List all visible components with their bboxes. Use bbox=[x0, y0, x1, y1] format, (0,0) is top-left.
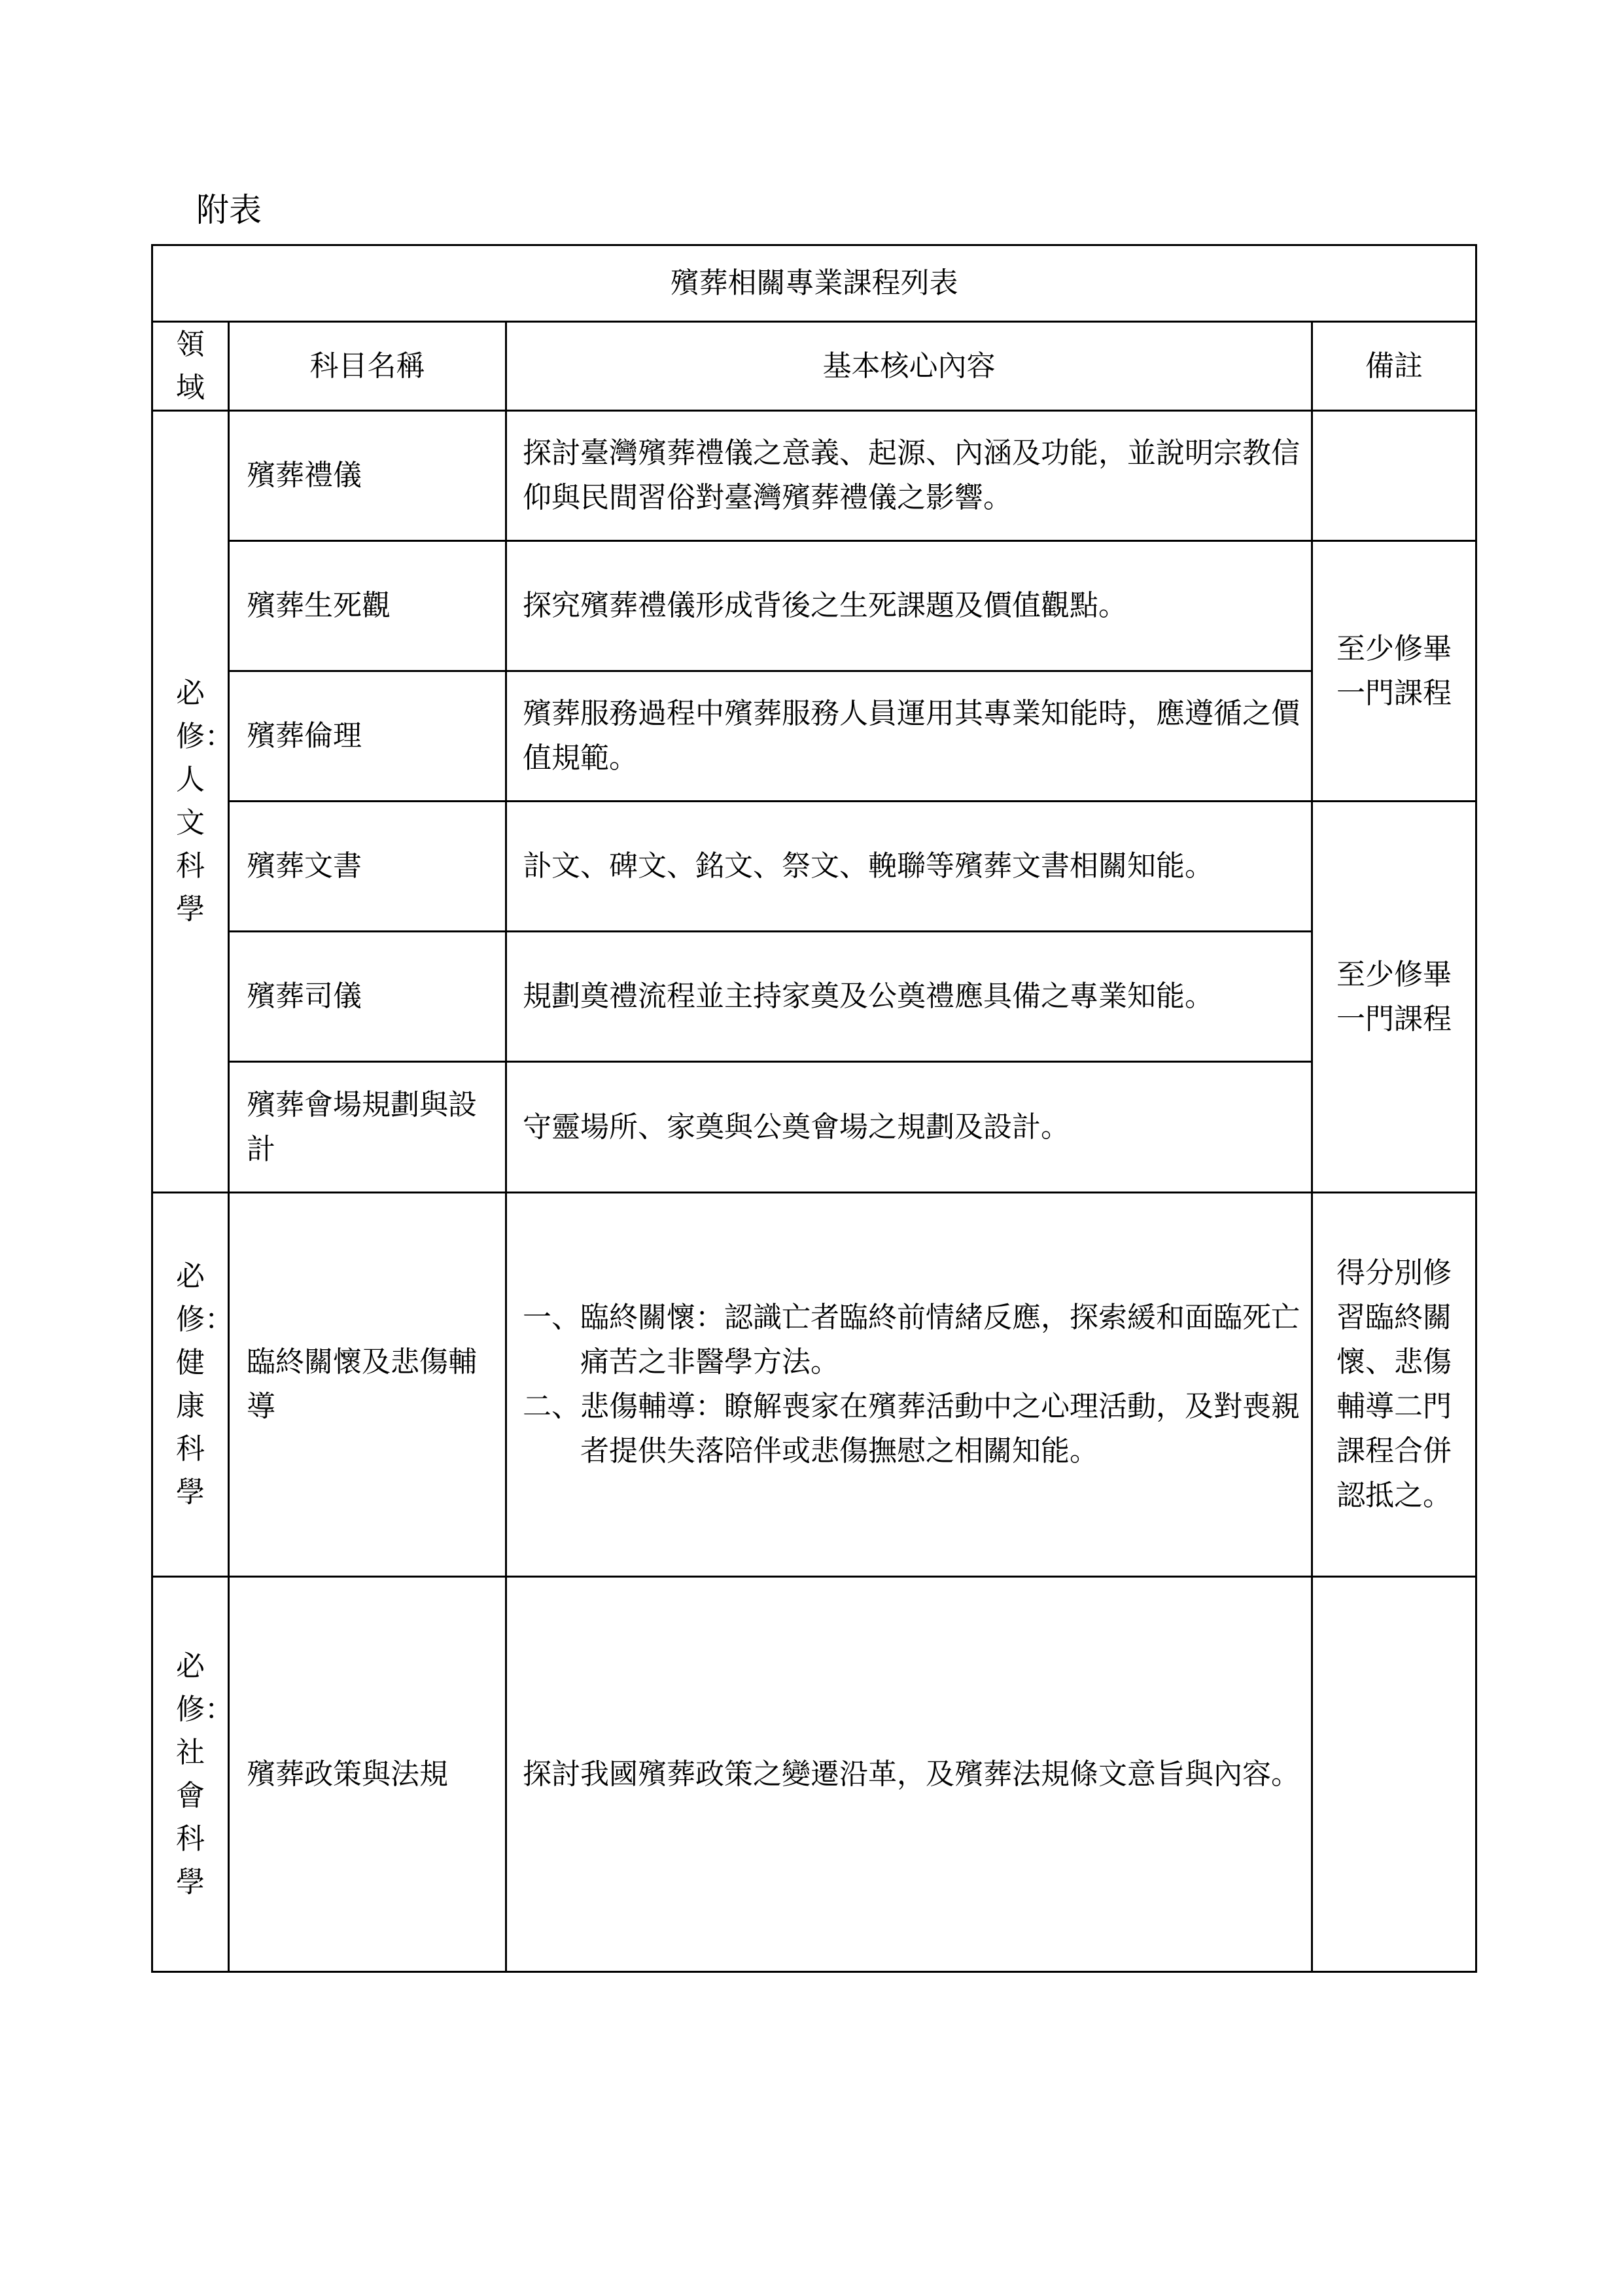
content-cell: 探討我國殯葬政策之變遷沿革，及殯葬法規條文意旨與內容。 bbox=[506, 1577, 1312, 1972]
page-heading: 附表 bbox=[196, 191, 262, 229]
note-cell bbox=[1312, 411, 1476, 541]
table-row bbox=[152, 1193, 1476, 1577]
subject-cell: 殯葬倫理 bbox=[229, 671, 506, 802]
domain-cell-health bbox=[152, 1193, 234, 1577]
subject-cell: 殯葬政策與法規 bbox=[229, 1577, 506, 1972]
subject-cell: 殯葬文書 bbox=[229, 802, 506, 932]
table-row bbox=[152, 932, 1476, 1062]
note-cell bbox=[1312, 1193, 1476, 1577]
content-cell: 守靈場所、家奠與公奠會場之規劃及設計。 bbox=[506, 1062, 1312, 1193]
domain-health: 必修：健康科學 bbox=[176, 1260, 234, 1509]
subject-cell: 殯葬生死觀 bbox=[229, 541, 506, 671]
subject-cell: 殯葬禮儀 bbox=[229, 411, 506, 541]
course-table bbox=[151, 244, 1477, 1973]
domain-cell-humanities bbox=[152, 411, 234, 1193]
header-note: 備註 bbox=[1312, 322, 1476, 411]
subject-cell: 殯葬會場規劃與設計 bbox=[229, 1062, 506, 1193]
table-header-row bbox=[152, 322, 1476, 411]
header-domain bbox=[152, 322, 229, 411]
table-row bbox=[152, 411, 1476, 541]
table-row bbox=[152, 802, 1476, 932]
table-row bbox=[152, 1577, 1476, 1972]
note-text: 至少修畢一門課程 bbox=[1336, 631, 1452, 710]
content-cell bbox=[506, 1193, 1312, 1577]
table-row bbox=[152, 1062, 1476, 1193]
domain-social: 必修：社會科學 bbox=[176, 1649, 234, 1899]
note-text: 至少修畢一門課程 bbox=[1336, 957, 1452, 1036]
content-cell: 探究殯葬禮儀形成背後之生死課題及價值觀點。 bbox=[506, 541, 1312, 671]
content-cell: 訃文、碑文、銘文、祭文、輓聯等殯葬文書相關知能。 bbox=[506, 802, 1312, 932]
content-cell: 殯葬服務過程中殯葬服務人員運用其專業知能時，應遵循之價值規範。 bbox=[506, 671, 1312, 802]
content-cell: 規劃奠禮流程並主持家奠及公奠禮應具備之專業知能。 bbox=[506, 932, 1312, 1062]
subject-cell: 殯葬司儀 bbox=[229, 932, 506, 1062]
note-cell bbox=[1312, 802, 1476, 1193]
table-title-row bbox=[152, 245, 1476, 322]
note-cell bbox=[1312, 1577, 1476, 1972]
content-list-item: 二、悲傷輔導：瞭解喪家在殯葬活動中之心理活動，及對喪親者提供失落陪伴或悲傷撫慰之相關知能。 bbox=[523, 1390, 1300, 1468]
note-cell bbox=[1312, 541, 1476, 802]
table-title: 殯葬相關專業課程列表 bbox=[152, 245, 1476, 322]
content-cell: 探討臺灣殯葬禮儀之意義、起源、內涵及功能，並說明宗教信仰與民間習俗對臺灣殯葬禮儀之影響。 bbox=[506, 411, 1312, 541]
header-content: 基本核心內容 bbox=[506, 322, 1312, 411]
domain-cell-social bbox=[152, 1577, 234, 1972]
content-list-item: 一、臨終關懷：認識亡者臨終前情緒反應，探索緩和面臨死亡痛苦之非醫學方法。 bbox=[523, 1301, 1300, 1379]
table-row bbox=[152, 541, 1476, 671]
note-text: 得分別修習臨終關懷、悲傷輔導二門課程合併認抵之。 bbox=[1336, 1256, 1452, 1512]
header-domain-text: 領域 bbox=[176, 327, 205, 404]
subject-cell: 臨終關懷及悲傷輔導 bbox=[229, 1193, 506, 1577]
domain-humanities: 必修：人文科學 bbox=[176, 677, 234, 926]
header-subject: 科目名稱 bbox=[229, 322, 506, 411]
table-row bbox=[152, 671, 1476, 802]
